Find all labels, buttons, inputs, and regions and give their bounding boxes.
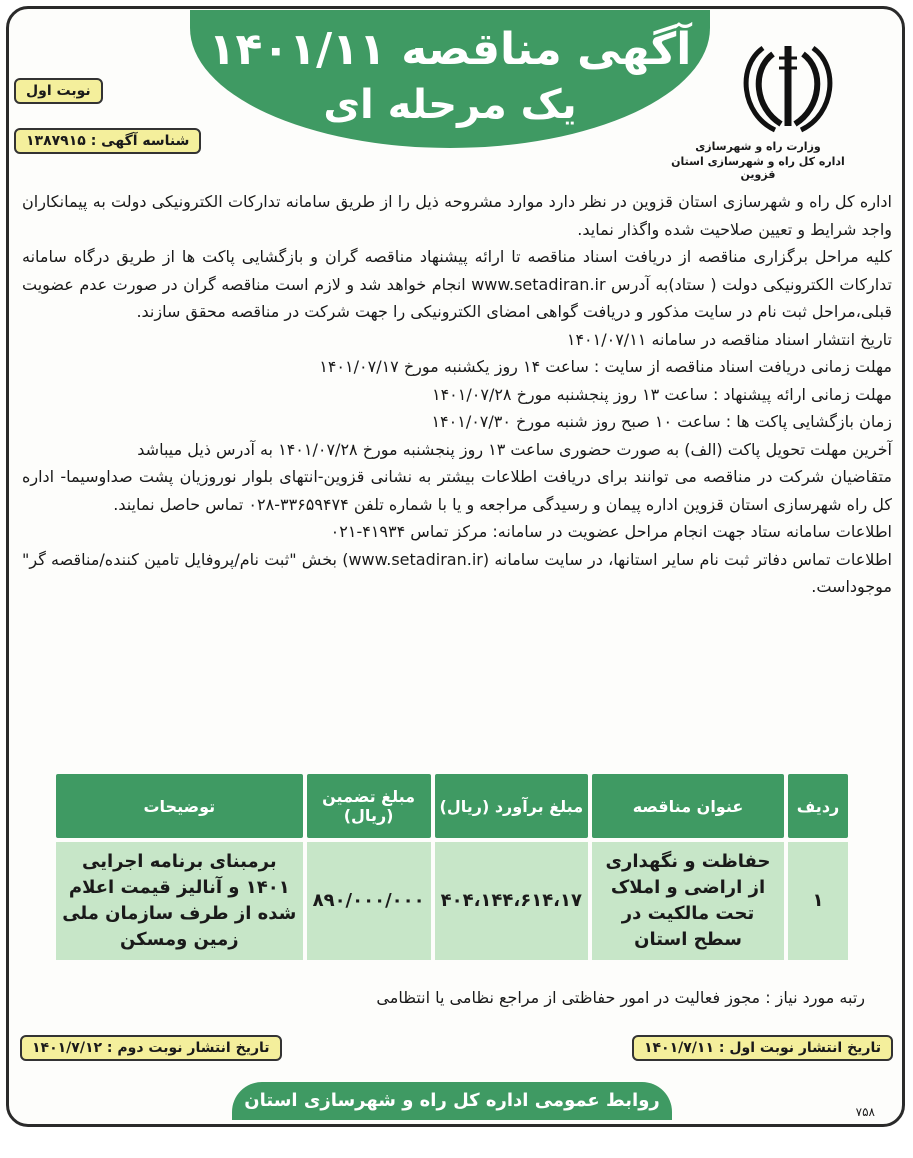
first-publish-date: تاریخ انتشار نوبت اول : ۱۴۰۱/۷/۱۱ — [632, 1035, 893, 1061]
required-rank: رتبه مورد نیاز : مجوز فعالیت در امور حفاظتی از مراجع نظامی یا انتظامی — [376, 988, 865, 1007]
iran-emblem-icon — [733, 40, 843, 136]
row-index: ۱ — [788, 842, 848, 960]
contact-paragraph: متقاضیان شرکت در مناقصه می توانند برای دریافت اطلاعات بیشتر به نشانی قزوین-انتهای بلوار نوروزیان پشت صداوسیما- اداره کل راه شهرسازی استان قزوین اداره پیمان و رسیدگی مراجعه و یا با شماره تلفن ۳۳۶۵۹۴۷۴-۰۲۸ تماس حاصل نمایند. — [22, 467, 892, 514]
row-guarantee: ۸۹۰/۰۰۰/۰۰۰ — [307, 842, 431, 960]
second-publish-date: تاریخ انتشار نوبت دوم : ۱۴۰۱/۷/۱۲ — [20, 1035, 282, 1061]
opening-time: زمان بازگشایی پاکت ها : ساعت ۱۰ صبح روز شنبه مورخ ۱۴۰۱/۰۷/۳۰ — [431, 412, 892, 431]
department-name: اداره کل راه و شهرسازی استان قزوین — [671, 155, 845, 181]
intro-paragraph: اداره کل راه و شهرسازی استان قزوین در نظر دارد موارد مشروحه ذیل را از طریق سامانه تدارکات الکترونیکی دولت به پیمانکاران واجد شرایط و تعیین صلاحیت شده واگذار نماید. — [22, 192, 892, 239]
page-number: ۷۵۸ — [855, 1105, 875, 1119]
doc-publish-date: تاریخ انتشار اسناد مناقصه در سامانه ۱۴۰۱/۰۷/۱۱ — [566, 329, 892, 349]
col-title: عنوان مناقصه — [592, 774, 784, 838]
col-notes: توضیحات — [56, 774, 303, 838]
setad-info: اطلاعات سامانه ستاد جهت انجام مراحل عضویت در سامانه: مرکز تماس ۴۱۹۳۴-۰۲۱ — [330, 522, 892, 541]
envelope-deadline: آخرین مهلت تحویل پاکت (الف) به صورت حضوری ساعت ۱۳ روز پنجشنبه مورخ ۱۴۰۱/۰۷/۲۸ به آدرس ذیل میباشد — [137, 439, 892, 459]
ad-title: آگهی مناقصه ۱۴۰۱/۱۱ — [208, 24, 692, 75]
round-tag: نوبت اول — [14, 78, 103, 104]
col-estimate: مبلغ برآورد (ریال) — [435, 774, 588, 838]
row-estimate: ۴۰۴،۱۴۴،۶۱۴،۱۷ — [435, 842, 588, 960]
row-notes: برمبنای برنامه اجرایی ۱۴۰۱ و آنالیز قیمت اعلام شده از طرف سازمان ملی زمین ومسکن — [56, 842, 303, 960]
ad-body — [22, 188, 892, 601]
process-paragraph: کلیه مراحل برگزاری مناقصه از دریافت اسناد مناقصه تا ارائه پیشنهاد مناقصه گران و بازگشایی پاکت ها از طریق درگاه سامانه تدارکات الکترونیکی دولت ( ستاد)به آدرس www.setadiran.ir انجام خواهد شد و لازم است مناقصه گران در صورت عدم عضویت قبلی،مراحل ثبت نام در سایت مذکور و دریافت گواهی امضای الکترونیکی را جهت شرکت در مناقصه محقق سازند. — [22, 247, 892, 321]
public-relations-banner: روابط عمومی اداره کل راه و شهرسازی استان قزوین — [232, 1082, 672, 1120]
table-row — [56, 842, 848, 960]
table-header-row — [56, 774, 848, 838]
ad-subtitle: یک مرحله ای — [323, 82, 577, 128]
tender-table — [52, 770, 852, 964]
doc-deadline: مهلت زمانی دریافت اسناد مناقصه از سایت : ساعت ۱۴ روز یکشنبه مورخ ۱۴۰۱/۰۷/۱۷ — [319, 357, 892, 376]
ad-id-tag: شناسه آگهی : ۱۳۸۷۹۱۵ — [14, 128, 201, 154]
offer-deadline: مهلت زمانی ارائه پیشنهاد : ساعت ۱۳ روز پنجشنبه مورخ ۱۴۰۱/۰۷/۲۸ — [431, 384, 892, 404]
col-index: ردیف — [788, 774, 848, 838]
col-guarantee: مبلغ تضمین (ریال) — [307, 774, 431, 838]
registration-info: اطلاعات تماس دفاتر ثبت نام سایر استانها، در سایت سامانه (www.setadiran.ir) بخش "ثبت نام/پروفایل تامین کننده/مناقصه گر" موجوداست. — [22, 549, 892, 596]
title-banner — [190, 10, 710, 148]
row-title: حفاظت و نگهداری از اراضی و املاک تحت مالکیت در سطح استان — [592, 842, 784, 960]
ministry-name: وزارت راه و شهرسازی — [695, 140, 821, 153]
